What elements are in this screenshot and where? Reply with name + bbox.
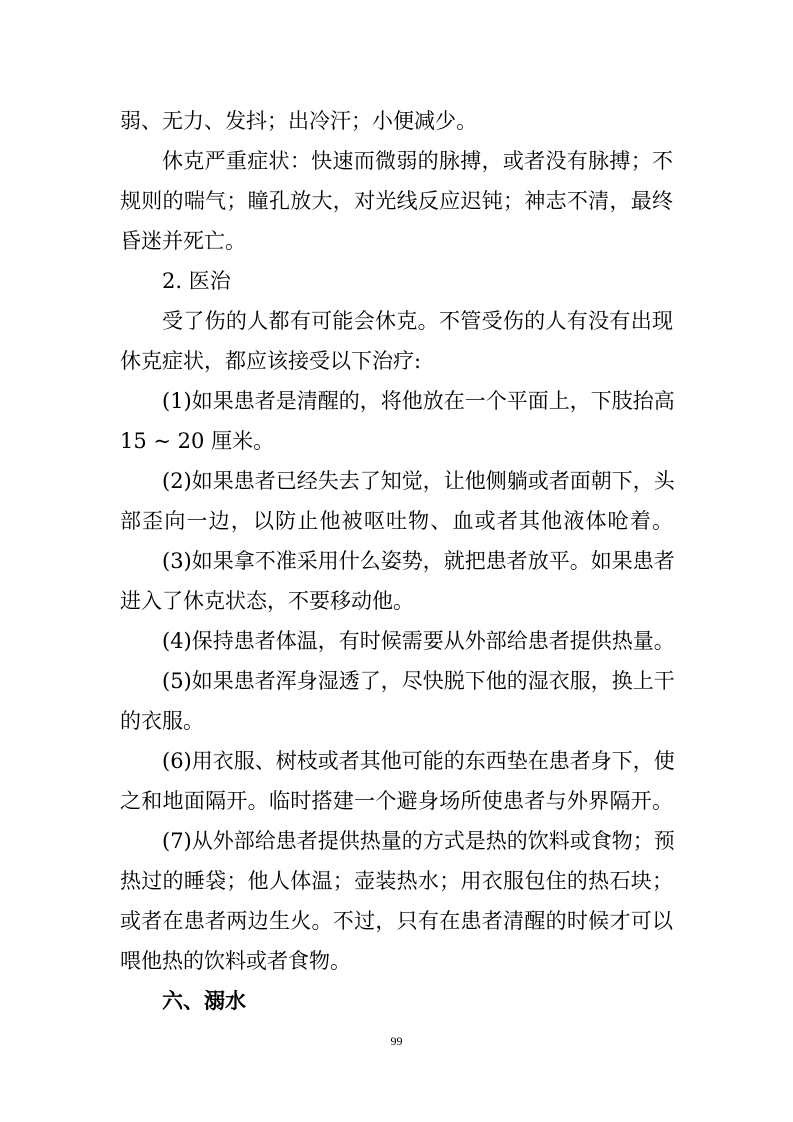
page-number: 99	[390, 1034, 403, 1048]
paragraph-line: (7)从外部给患者提供热量的方式是热的饮料或食物；预	[162, 829, 675, 853]
paragraph-line: (1)如果患者是清醒的，将他放在一个平面上，下肢抬高	[162, 389, 675, 413]
paragraph-line: 15 ~ 20 厘米。	[120, 429, 275, 453]
paragraph-line: (3)如果拿不准采用什么姿势，就把患者放平。如果患者	[162, 549, 675, 573]
paragraph-line: 休克严重症状：快速而微弱的脉搏，或者没有脉搏；不	[162, 149, 673, 173]
subheading: 2. 医治	[162, 269, 231, 293]
paragraph-line: 热过的睡袋；他人体温；壶装热水；用衣服包住的热石块；	[120, 869, 673, 893]
section-heading: 六、溺水	[162, 988, 246, 1013]
paragraph-line: 昏迷并死亡。	[120, 229, 246, 253]
paragraph-line: 喂他热的饮料或者食物。	[120, 949, 351, 973]
paragraph-line: 弱、无力、发抖；出冷汗；小便减少。	[120, 109, 477, 133]
paragraph-line: (6)用衣服、树枝或者其他可能的东西垫在患者身下，使	[162, 749, 675, 773]
paragraph-line: (5)如果患者浑身湿透了，尽快脱下他的湿衣服，换上干	[162, 669, 675, 693]
paragraph-line: (2)如果患者已经失去了知觉，让他侧躺或者面朝下，头	[162, 469, 675, 493]
paragraph-line: 休克症状，都应该接受以下治疗:	[120, 349, 422, 373]
paragraph-line: 规则的喘气；瞳孔放大，对光线反应迟钝；神志不清，最终	[120, 189, 673, 213]
paragraph-line: (4)保持患者体温，有时候需要从外部给患者提供热量。	[162, 629, 675, 653]
paragraph-line: 受了伤的人都有可能会休克。不管受伤的人有没有出现	[162, 309, 673, 333]
paragraph-line: 部歪向一边，以防止他被呕吐物、血或者其他液体呛着。	[120, 509, 673, 533]
paragraph-line: 或者在患者两边生火。不过，只有在患者清醒的时候才可以	[120, 909, 673, 933]
paragraph-line: 进入了休克状态，不要移动他。	[120, 589, 414, 613]
paragraph-line: 之和地面隔开。临时搭建一个避身场所使患者与外界隔开。	[120, 789, 673, 813]
paragraph-line: 的衣服。	[120, 709, 204, 733]
